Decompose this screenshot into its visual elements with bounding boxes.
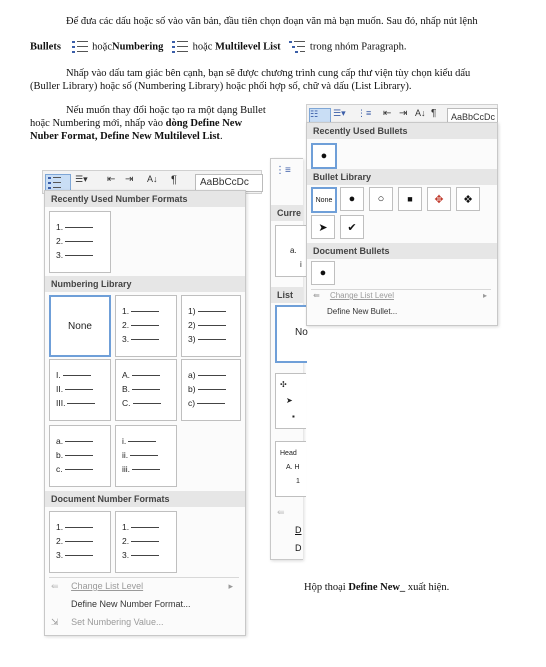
- arrowhead-icon: ➤: [318, 221, 328, 234]
- submenu-arrow-icon: ▸: [482, 291, 487, 300]
- tile-label: 1.: [122, 306, 130, 316]
- paragraph-3-line-2: [30, 117, 242, 130]
- tile-label: a.: [290, 246, 297, 255]
- multilevel-list-icon: [289, 40, 307, 54]
- bullets-dropdown-panel: [306, 122, 498, 326]
- bullet-tile-diamond[interactable]: [456, 187, 480, 211]
- tile-label: 1.: [122, 522, 130, 532]
- tile-label: 1.: [56, 222, 64, 232]
- bullets-label: Bullets: [30, 41, 61, 53]
- tile-label: Head: [280, 450, 297, 457]
- tile-label: 3): [188, 334, 196, 344]
- tile-label: III.: [56, 398, 66, 408]
- tile-label: 1: [296, 478, 300, 485]
- define-new-format-text: Nuber Format, Define New Multilevel List: [30, 131, 220, 142]
- bullet-tile-square[interactable]: [398, 187, 422, 211]
- heading-list-tile[interactable]: [275, 441, 306, 497]
- numbering-library-header: Numbering Library: [45, 276, 245, 292]
- caption-text: Hộp thoại: [304, 582, 346, 593]
- define-list-item-fragment[interactable]: D: [295, 525, 302, 535]
- square-icon: ■: [407, 194, 413, 204]
- black-circle-icon: ●: [319, 267, 327, 279]
- numbering-icon: [172, 40, 190, 54]
- none-label: No: [295, 327, 308, 338]
- list-library-header: List: [271, 287, 303, 303]
- tile-label: c.: [56, 464, 63, 474]
- sort-button[interactable]: A↓: [415, 108, 426, 118]
- tile-label: 2.: [122, 320, 130, 330]
- define-style-item-fragment[interactable]: D: [295, 543, 302, 553]
- list-library-none-tile[interactable]: [275, 305, 307, 363]
- tile-label: b.: [56, 450, 64, 460]
- tile-label: 2.: [122, 536, 130, 546]
- arrow-bullet-icon: ✣: [280, 380, 287, 389]
- document-bullets-header: Document Bullets: [307, 243, 497, 259]
- tile-label: iii.: [122, 464, 131, 474]
- multilevel-label: Multilevel List: [215, 41, 281, 53]
- tile-label: II.: [56, 384, 64, 394]
- tile-label: 1): [188, 306, 196, 316]
- checkmark-icon: ✔: [347, 221, 357, 234]
- change-level-icon: ⇚: [277, 507, 285, 517]
- style-preview[interactable]: AaBbCcDc: [447, 108, 498, 126]
- recently-used-bullets-header: Recently Used Bullets: [307, 123, 497, 139]
- or-text-2: hoặc: [192, 41, 213, 53]
- numbering-button[interactable]: ☰▾: [333, 108, 346, 118]
- arrow-bullet-icon: ➤: [286, 396, 293, 405]
- numbering-icon: [48, 176, 62, 190]
- paragraph-3-line-3: [30, 130, 223, 143]
- diamond-cluster-icon: ❖: [463, 193, 473, 206]
- set-numbering-value-item[interactable]: [51, 617, 163, 628]
- menu-separator: [311, 289, 491, 290]
- bullet-tile-arrow[interactable]: [311, 215, 335, 239]
- set-numbering-value-label: Set Numbering Value...: [71, 617, 164, 627]
- define-new-bullet-item[interactable]: Define New Bullet...: [327, 307, 398, 316]
- numbering-tile-4[interactable]: [115, 359, 177, 421]
- decrease-indent-button[interactable]: ⇤: [383, 108, 392, 119]
- recent-number-format-tile[interactable]: [49, 211, 111, 273]
- current-list-header: Curre: [271, 205, 303, 221]
- tile-label: 2): [188, 320, 196, 330]
- black-circle-icon: ●: [320, 150, 328, 162]
- tile-label: 3.: [56, 250, 64, 260]
- tile-label: a.: [56, 436, 64, 446]
- bullet-none-tile[interactable]: [311, 187, 337, 213]
- bullets-icon: [72, 40, 90, 54]
- document-number-format-tile-2[interactable]: [115, 511, 177, 573]
- recent-bullet-tile[interactable]: [311, 143, 337, 169]
- square-bullet-icon: ▪: [292, 412, 295, 421]
- four-diamond-icon: ✥: [434, 193, 444, 206]
- multilevel-list-icon: ⋮≡: [275, 165, 291, 176]
- numbering-none-tile[interactable]: [49, 295, 111, 357]
- increase-indent-button[interactable]: ⇥: [125, 174, 134, 185]
- paragraph-1-line-2: [30, 40, 406, 54]
- document-number-formats-header: Document Number Formats: [45, 491, 245, 507]
- numbering-dropdown-panel: [44, 190, 246, 636]
- numbering-tile-3[interactable]: [49, 359, 111, 421]
- tile-label: a): [188, 370, 196, 380]
- bullet-tile-white-circle[interactable]: [369, 187, 393, 211]
- increase-indent-button[interactable]: ⇥: [399, 108, 408, 119]
- paragraph-1-line-1: Để đưa các dấu hoặc số vào văn bản, đầu tiên chọn đoạn văn mà bạn muốn. Sau đó, nhấp nút lệnh: [66, 16, 478, 27]
- tile-label: i.: [122, 436, 127, 446]
- change-list-level-icon: ⇚: [51, 581, 59, 591]
- numbering-tile-5[interactable]: [181, 359, 241, 421]
- paragraph-2-line-1: Nhấp vào dấu tam giác bên cạnh, bạn sẽ được chương trình cung cấp thư viện tùy chọn kiểu dấu: [66, 68, 471, 79]
- numbering-tile-1[interactable]: [115, 295, 177, 357]
- bullet-library-header: Bullet Library: [307, 169, 497, 185]
- change-list-level-label: Change List Level: [71, 581, 144, 591]
- tile-label: 3.: [122, 334, 130, 344]
- document-number-format-tile-1[interactable]: [49, 511, 111, 573]
- change-list-level-item[interactable]: [51, 581, 237, 592]
- bullet-tile-check[interactable]: [340, 215, 364, 239]
- menu-separator: [49, 577, 239, 578]
- show-formatting-button[interactable]: ¶: [431, 108, 437, 119]
- black-circle-icon: ●: [348, 193, 356, 205]
- tile-label: C.: [122, 398, 131, 408]
- period: .: [219, 131, 223, 142]
- tile-label: B.: [122, 384, 131, 394]
- bullet-tile-fancy[interactable]: [427, 187, 451, 211]
- tile-label: 3.: [122, 550, 130, 560]
- caption-bold: Define New_: [348, 582, 406, 593]
- numbering-tile-7[interactable]: [115, 425, 177, 487]
- set-value-icon: ⇲: [51, 617, 59, 627]
- change-list-level-icon: ⇚: [313, 291, 320, 300]
- document-bullet-tile[interactable]: [311, 261, 335, 285]
- numbering-tile-6[interactable]: [49, 425, 111, 487]
- list-library-tile[interactable]: [275, 373, 306, 429]
- submenu-arrow-icon: ▸: [228, 581, 233, 591]
- none-label: None: [68, 320, 92, 332]
- paragraph-3-line-2-text: hoặc Numbering mới, nhấp vào: [30, 118, 163, 129]
- multilevel-list-button[interactable]: ⋮≡: [357, 108, 372, 118]
- style-preview[interactable]: AaBbCcDc: [195, 174, 263, 192]
- caption-text-end: xuất hiện.: [407, 582, 450, 593]
- tile-label: i: [300, 260, 302, 269]
- sort-button[interactable]: A↓: [147, 174, 158, 184]
- tile-label: I.: [56, 370, 61, 380]
- paragraph-2-line-2: (Buller Library) hoặc số (Numbering Library) hoặc phối hợp số, chữ và dấu (List Library).: [30, 81, 412, 92]
- multilevel-list-button[interactable]: ☰▾: [75, 174, 88, 184]
- define-new-number-format-item[interactable]: Define New Number Format...: [71, 599, 191, 609]
- tile-label: 1.: [56, 522, 64, 532]
- caption: [304, 582, 449, 593]
- paragraph-group-text: trong nhóm Paragraph.: [309, 41, 407, 53]
- tile-label: 2.: [56, 236, 64, 246]
- tile-label: 2.: [56, 536, 64, 546]
- change-list-level-item[interactable]: [313, 291, 491, 300]
- current-list-tile[interactable]: [275, 225, 306, 277]
- bullets-dropdown-button[interactable]: ☷: [309, 108, 331, 126]
- tile-label: 3.: [56, 550, 64, 560]
- multilevel-panel-behind: [270, 158, 308, 560]
- tile-label: A.: [122, 370, 131, 380]
- bullet-tile-black-circle[interactable]: [340, 187, 364, 211]
- tile-label: c): [188, 398, 196, 408]
- show-formatting-button[interactable]: ¶: [171, 174, 177, 186]
- paragraph-3-line-1: Nếu muốn thay đổi hoặc tạo ra một dạng Bullet: [66, 105, 266, 116]
- numbering-tile-2[interactable]: [181, 295, 241, 357]
- numbering-label: Numbering: [112, 41, 164, 53]
- tile-label: ii.: [122, 450, 129, 460]
- tile-label: b): [188, 384, 196, 394]
- white-circle-icon: ○: [377, 193, 385, 205]
- recent-number-formats-header: Recently Used Number Formats: [45, 191, 245, 207]
- change-list-level-label: Change List Level: [329, 291, 394, 300]
- tile-label: A. H: [286, 464, 300, 471]
- decrease-indent-button[interactable]: ⇤: [107, 174, 116, 185]
- or-text-1: hoặc: [92, 41, 112, 53]
- none-label: None: [315, 196, 333, 204]
- define-new-text: dòng Define New: [165, 118, 243, 129]
